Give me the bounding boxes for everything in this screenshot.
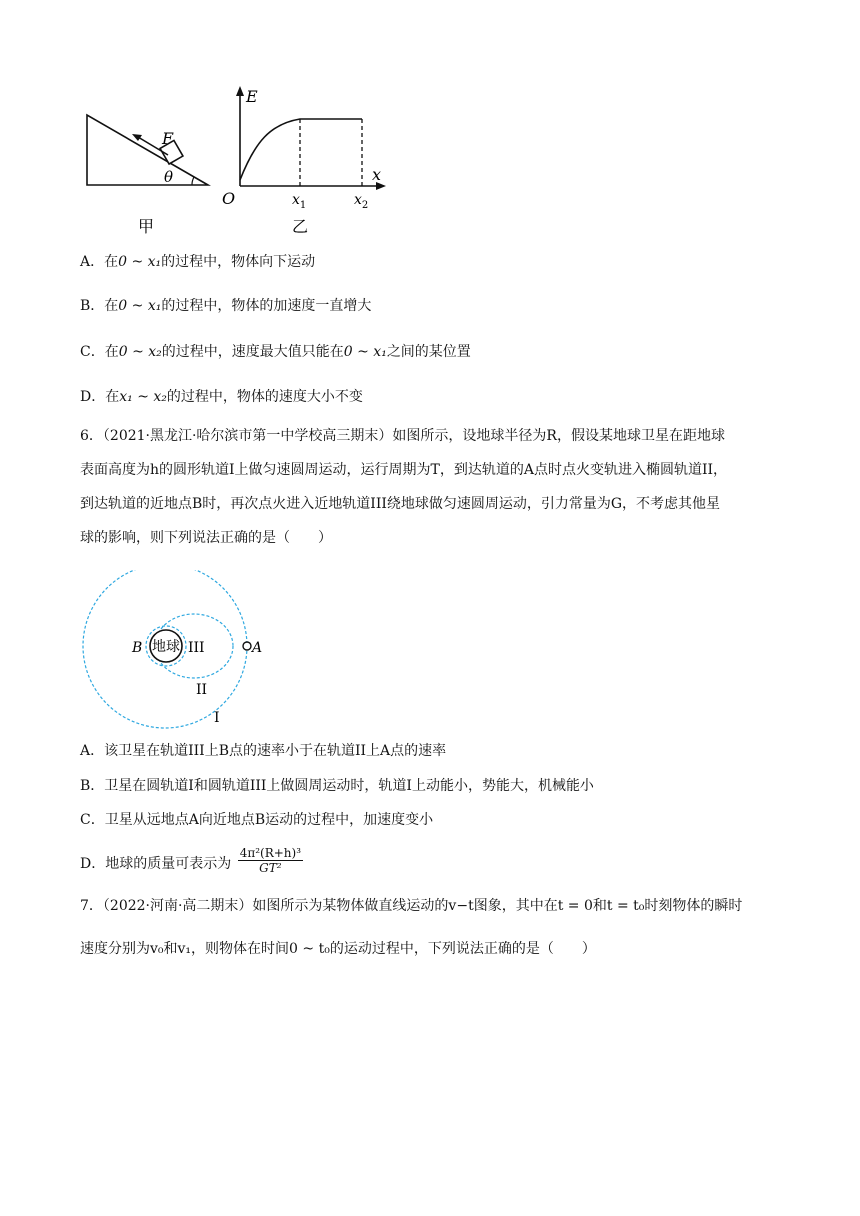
q6-line-4: 球的影响，则下列说法正确的是（ ） — [80, 530, 332, 546]
q5-option-b — [80, 296, 371, 316]
q6-option-d — [80, 846, 303, 875]
energy-curve — [240, 119, 362, 180]
q6-stem — [80, 426, 780, 548]
incline-triangle — [87, 115, 208, 185]
option-range: 0 ~ x₁ — [118, 298, 162, 314]
orbit-I-label: I — [214, 710, 220, 726]
option-text: 的过程中，物体的加速度一直增大 — [161, 298, 372, 314]
option-prefix: B．在 — [80, 298, 119, 314]
point-B-label: B — [132, 640, 143, 656]
x-axis-label: x — [372, 165, 382, 184]
q7-line-1: 7．（2022·河南·高二期末）如图所示为某物体做直线运动的v−t图象，其中在t = 0和t = t₀时刻物体的瞬时 — [80, 898, 743, 914]
angle-arc — [192, 177, 194, 185]
satellite-point-A — [243, 642, 251, 650]
force-arrowhead — [132, 134, 142, 141]
figure-satellite-orbits — [80, 570, 280, 730]
q7-line-2: 速度分别为v₀和v₁，则物体在时间0 ~ t₀的运动过程中，下列说法正确的是（ ） — [80, 941, 596, 957]
tick-x1: $x_1$ — [292, 192, 307, 211]
y-axis-label: E — [246, 87, 258, 106]
option-d-prefix: D．地球的质量可表示为 — [80, 856, 232, 872]
orbit-II-label: II — [196, 682, 208, 698]
figure-incline-and-energy-graph — [80, 80, 400, 240]
option-text: 的过程中，物体的速度大小不变 — [166, 389, 363, 405]
q6-line-3: 到达轨道的近地点B时，再次点火进入近地轨道III绕地球做匀速圆周运动，引力常量为G，不考虑其他星 — [80, 496, 721, 512]
caption-jia: 甲 — [138, 217, 155, 236]
option-prefix: C．在 — [80, 344, 119, 360]
q5-option-c — [80, 342, 471, 362]
caption-yi: 乙 — [292, 217, 309, 236]
option-text: 的过程中，物体向下运动 — [161, 254, 316, 270]
option-range: x₁ ~ x₂ — [119, 389, 167, 405]
origin-label: O — [222, 189, 236, 208]
option-prefix: A．在 — [80, 254, 119, 270]
option-text: 的过程中，速度最大值只能在 — [161, 344, 344, 360]
formula-denominator: GT² — [259, 861, 282, 875]
orbit-III-label: III — [188, 640, 205, 656]
q6-option-b: B．卫星在圆轨道I和圆轨道III上做圆周运动时，轨道I上动能小，势能大，机械能小 — [80, 778, 594, 794]
option-range: 0 ~ x₂ — [118, 344, 162, 360]
q6-line-1: 6．（2021·黑龙江·哈尔滨市第一中学校高三期末）如图所示，设地球半径为R，假设某地球卫星在距地球 — [80, 428, 725, 444]
option-text-2: 之间的某位置 — [386, 344, 471, 360]
option-range: 0 ~ x₁ — [118, 254, 162, 270]
mass-formula — [238, 846, 303, 875]
force-label: F — [162, 129, 174, 148]
tick-x2: $x_2$ — [354, 192, 369, 211]
earth-label: 地球 — [152, 639, 180, 655]
option-range-2: 0 ~ x₁ — [343, 344, 387, 360]
y-axis-arrow — [236, 86, 244, 96]
point-A-label: A — [252, 640, 263, 656]
q6-option-a: A．该卫星在轨道III上B点的速率小于在轨道II上A点的速率 — [80, 743, 447, 759]
angle-label: θ — [164, 168, 174, 186]
q6-line-2: 表面高度为h的圆形轨道I上做匀速圆周运动，运行周期为T，到达轨道的A点时点火变轨进入椭圆轨道II， — [80, 462, 728, 478]
formula-numerator: 4π²(R+h)³ — [239, 846, 302, 860]
option-prefix: D．在 — [80, 389, 120, 405]
q6-option-c: C．卫星从远地点A向近地点B运动的过程中，加速度变小 — [80, 812, 434, 828]
q5-option-d — [80, 387, 363, 407]
q5-option-a — [80, 252, 315, 272]
